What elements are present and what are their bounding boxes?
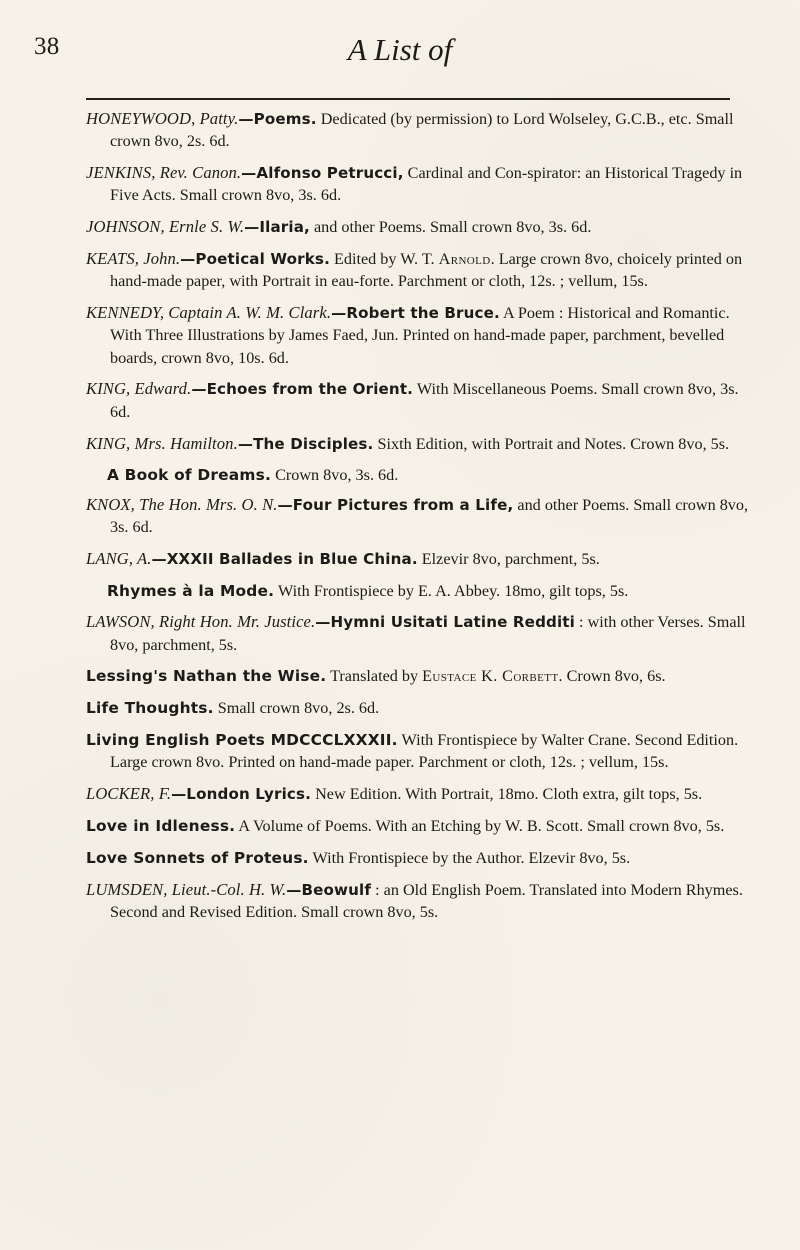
entry-title: Rhymes à la Mode. bbox=[107, 581, 275, 600]
entry-author: LANG, A. bbox=[86, 548, 152, 568]
list-entry-love-sonnets-of-proteus bbox=[86, 847, 752, 869]
list-entry-jenkins bbox=[86, 162, 752, 207]
entry-description: Elzevir 8vo, parchment, 5s. bbox=[417, 549, 600, 568]
entry-description: and other Poems. Small crown 8vo, 3s. 6d. bbox=[309, 218, 592, 237]
entry-title: —Robert the Bruce. bbox=[331, 304, 500, 323]
entry-author: KING, Edward. bbox=[86, 379, 192, 399]
entry-title: —Alfonso Petrucci, bbox=[241, 164, 404, 183]
list-entry-living-english-poets bbox=[86, 729, 752, 774]
entry-description: Crown 8vo, 3s. 6d. bbox=[271, 466, 399, 485]
entry-author: KING, Mrs. Hamilton. bbox=[86, 433, 238, 453]
entry-author: LUMSDEN, Lieut.-Col. H. W. bbox=[86, 879, 287, 899]
list-entry-life-thoughts bbox=[86, 697, 752, 719]
page-number: 38 bbox=[34, 33, 60, 60]
entry-title: —Hymni Usitati Latine Redditi bbox=[315, 613, 575, 632]
list-entry-king-edward bbox=[86, 378, 752, 423]
entry-title: —London Lyrics. bbox=[171, 785, 312, 804]
entry-title: Life Thoughts. bbox=[86, 699, 214, 718]
entry-author: LOCKER, F. bbox=[86, 784, 172, 804]
list-entry-keats bbox=[86, 248, 752, 293]
entry-title: —The Disciples. bbox=[237, 434, 374, 453]
entry-title: —Four Pictures from a Life, bbox=[277, 495, 514, 514]
entry-description-suffix: . Large crown 8vo, choicely printed on hand-made paper, with Portrait in eau-forte. Parchment or cloth, 12s. ; vellum, 15s. bbox=[110, 249, 743, 291]
entry-author: KEATS, John. bbox=[86, 248, 181, 268]
entry-title: Living English Poets MDCCCLXXXII. bbox=[86, 731, 398, 750]
list-entry-honeywood bbox=[86, 108, 752, 153]
book-list bbox=[86, 108, 752, 933]
entry-author: LAWSON, Right Hon. Mr. Justice. bbox=[86, 612, 316, 632]
list-entry-lumsden bbox=[86, 879, 752, 924]
entry-description: With Miscellaneous Poems. Small crown 8vo, 3s. 6d. bbox=[110, 380, 739, 421]
entry-title: Lessing's Nathan the Wise. bbox=[86, 667, 327, 686]
entry-title: —Echoes from the Orient. bbox=[191, 380, 414, 399]
entry-description-prefix: Translated by bbox=[326, 667, 423, 686]
list-entry-lawson bbox=[86, 611, 752, 656]
entry-title: —Poetical Works. bbox=[180, 249, 330, 268]
entry-description: With Frontispiece by Walter Crane. Second Edition. Large crown 8vo. Printed on hand-made paper. Parchment or cloth, 12s. ; vellum, 15s. bbox=[110, 731, 739, 772]
list-entry-johnson bbox=[86, 216, 752, 238]
entry-author: KENNEDY, Captain A. W. M. Clark. bbox=[86, 303, 332, 323]
entry-description: With Frontispiece by E. A. Abbey. 18mo, gilt tops, 5s. bbox=[274, 581, 629, 600]
entry-title: —Poems. bbox=[238, 110, 317, 128]
running-title: A List of bbox=[347, 32, 453, 67]
entry-description-prefix: Edited by W. T. bbox=[329, 249, 439, 268]
entry-title: —XXXII Ballades in Blue China. bbox=[151, 549, 418, 568]
list-entry-knox bbox=[86, 494, 752, 539]
entry-title: Love in Idleness. bbox=[86, 816, 236, 835]
entry-description: A Volume of Poems. With an Etching by W. B. Scott. Small crown 8vo, 5s. bbox=[235, 816, 725, 835]
list-entry-book-of-dreams bbox=[86, 464, 752, 486]
entry-description: Sixth Edition, with Portrait and Notes. Crown 8vo, 5s. bbox=[373, 434, 730, 453]
entry-author: KNOX, The Hon. Mrs. O. N. bbox=[86, 494, 278, 514]
entry-description: A Poem : Historical and Romantic. With Three Illustrations by James Faed, Jun. Printed on hand-made paper, parchment, bevelled boards, crown 8vo, 10s. 6d. bbox=[110, 304, 730, 367]
entry-author: HONEYWOOD, Patty. bbox=[86, 109, 239, 128]
entry-description: : with other Verses. Small 8vo, parchment, 5s. bbox=[110, 613, 746, 654]
entry-title: A Book of Dreams. bbox=[107, 466, 272, 485]
entry-description: and other Poems. Small crown 8vo, 3s. 6d. bbox=[110, 495, 749, 536]
list-entry-rhymes-a-la-mode bbox=[86, 580, 752, 602]
entry-description: New Edition. With Portrait, 18mo. Cloth extra, gilt tops, 5s. bbox=[311, 785, 703, 804]
list-entry-kennedy bbox=[86, 302, 752, 369]
list-entry-lang bbox=[86, 548, 752, 570]
entry-description: Dedicated (by permission) to Lord Wolseley, G.C.B., etc. Small crown 8vo, 2s. 6d. bbox=[110, 110, 734, 151]
entry-description-suffix: . Crown 8vo, 6s. bbox=[558, 667, 666, 686]
entry-description-editor: Arnold bbox=[438, 249, 491, 268]
list-entry-locker bbox=[86, 783, 752, 805]
entry-description: Small crown 8vo, 2s. 6d. bbox=[213, 699, 380, 718]
entry-title: Love Sonnets of Proteus. bbox=[86, 848, 309, 867]
entry-description: : an Old English Poem. Translated into Modern Rhymes. Second and Revised Edition. Small crown 8vo, 5s. bbox=[110, 880, 743, 921]
entry-description: Cardinal and Con-spirator: an Historical Tragedy in Five Acts. Small crown 8vo, 3s. 6d. bbox=[110, 164, 743, 205]
entry-title: —Ilaria, bbox=[244, 218, 310, 237]
entry-author: JENKINS, Rev. Canon. bbox=[86, 163, 242, 183]
entry-author: JOHNSON, Ernle S. W. bbox=[86, 217, 245, 237]
entry-description: With Frontispiece by the Author. Elzevir 8vo, 5s. bbox=[308, 848, 631, 867]
entry-description-translator: Eustace K. Corbett bbox=[422, 667, 559, 686]
entry-title: —Beowulf bbox=[286, 880, 372, 899]
header-rule bbox=[86, 98, 730, 100]
list-entry-lessing bbox=[86, 665, 752, 687]
list-entry-king-hamilton bbox=[86, 433, 752, 455]
list-entry-love-in-idleness bbox=[86, 815, 752, 837]
